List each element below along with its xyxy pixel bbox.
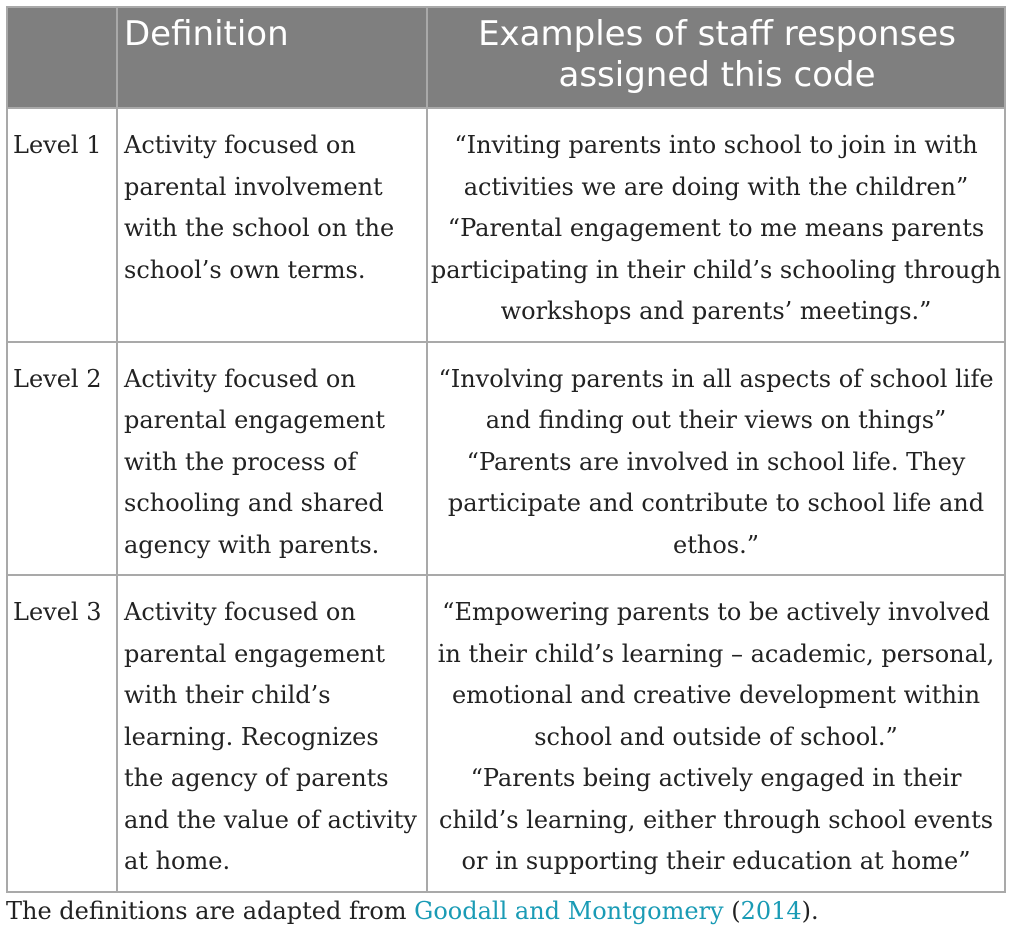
example-quote: “Empowering parents to be actively involved in their child’s learning – academic, personal, emotional and creative development within school and outside of school.”	[437, 598, 995, 751]
citation-year-link[interactable]: 2014	[740, 897, 802, 925]
definition-cell: Activity focused on parental involvement with the school on the school’s own terms.	[117, 108, 427, 342]
example-quote: “Inviting parents into school to join in with activities we are doing with the children”	[454, 131, 978, 201]
table-footnote	[6, 893, 819, 929]
example-quote: “Parental engagement to me means parents participating in their child’s schooling through workshops and parents’ meetings.”	[430, 214, 1002, 325]
level-cell: Level 2	[7, 342, 117, 576]
footnote-close: ).	[801, 897, 819, 925]
level-cell: Level 3	[7, 575, 117, 892]
table-row	[7, 108, 1005, 342]
header-definition: Definition	[117, 7, 427, 108]
footnote-paren: (	[723, 897, 741, 925]
coding-table	[6, 6, 1006, 893]
example-quote: “Involving parents in all aspects of school life and finding out their views on things”	[438, 364, 994, 434]
header-row	[7, 7, 1005, 108]
header-examples: Examples of staff responses assigned this code	[427, 7, 1005, 108]
citation-authors-link[interactable]: Goodall and Montgomery	[414, 897, 724, 925]
level-cell: Level 1	[7, 108, 117, 342]
examples-cell	[427, 575, 1005, 892]
definition-cell: Activity focused on parental engagement with the process of schooling and shared agency with parents.	[117, 342, 427, 576]
header-level	[7, 7, 117, 108]
table-row	[7, 575, 1005, 892]
definition-cell: Activity focused on parental engagement with their child’s learning. Recognizes the agency of parents and the value of activity at home.	[117, 575, 427, 892]
example-quote: “Parents are involved in school life. They participate and contribute to school life and ethos.”	[447, 447, 985, 559]
examples-cell	[427, 342, 1005, 576]
table-row	[7, 342, 1005, 576]
examples-cell	[427, 108, 1005, 342]
footnote-text: The definitions are adapted from	[6, 897, 415, 925]
example-quote: “Parents being actively engaged in their child’s learning, either through school events or in supporting their education at home”	[438, 764, 994, 875]
